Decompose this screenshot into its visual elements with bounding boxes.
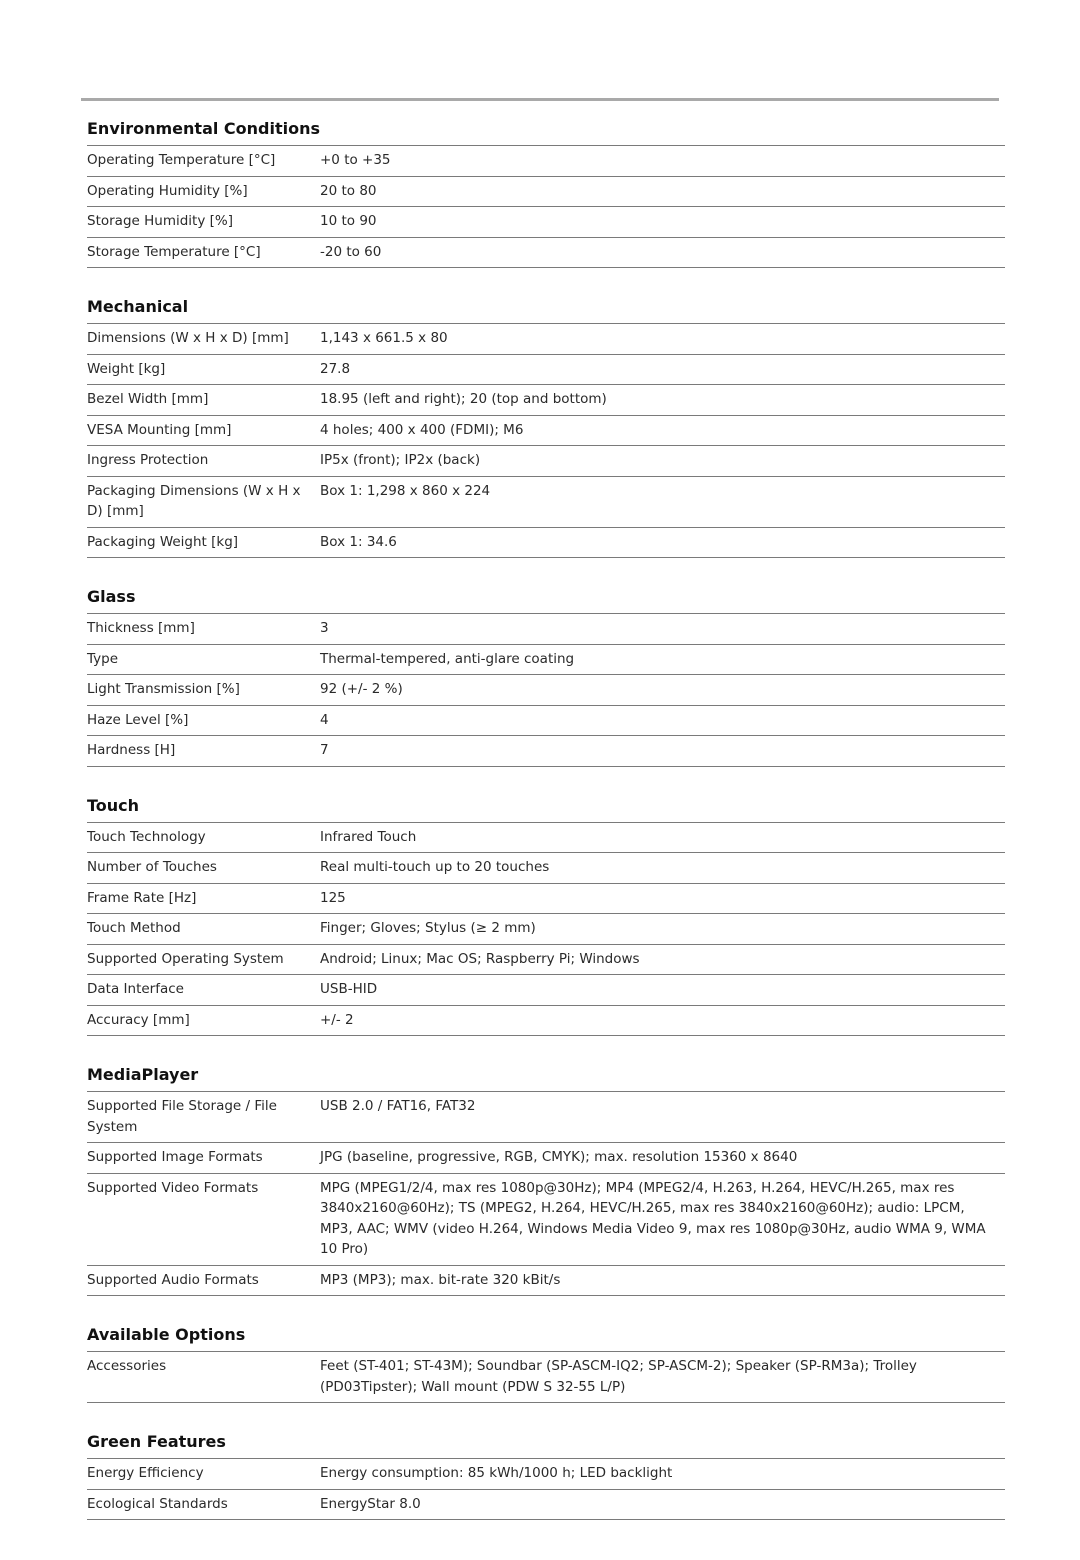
spec-row [87,385,1005,416]
section-available-options [87,1322,1005,1403]
spec-label: Thickness [mm] [87,620,195,636]
spec-label: Supported Image Formats [87,1149,263,1165]
section-title: Mechanical [87,294,1005,324]
spec-value: Energy consumption: 85 kWh/1000 h; LED backlight [320,1465,673,1481]
spec-value: +0 to +35 [320,152,391,168]
spec-row [87,853,1005,884]
spec-label: Ingress Protection [87,452,209,468]
spec-table [87,1092,1005,1296]
spec-row [87,945,1005,976]
spec-row [87,477,1005,528]
spec-row [87,207,1005,238]
spec-label: Hardness [H] [87,742,176,758]
spec-label: Storage Temperature [°C] [87,243,261,260]
spec-row [87,1092,1005,1143]
spec-value: MP3 (MP3); max. bit-rate 320 kBit/s [320,1271,561,1288]
section-title: MediaPlayer [87,1062,1005,1092]
section-title: Available Options [87,1322,1005,1352]
spec-row [87,823,1005,854]
spec-row [87,1174,1005,1266]
spec-label: Dimensions (W x H x D) [mm] [87,330,289,346]
section-environmental-conditions [87,116,1005,268]
spec-label: Storage Humidity [%] [87,213,233,229]
spec-value: MPG (MPEG1/2/4, max res 1080p@30Hz); MP4 (MPEG2/4, H.263, H.264, HEVC/H.265, max res 3840x2160@60Hz); TS (MPEG2, H.264, HEVC/H.265, max res 3840x2160@60Hz); audio: LPCM, MP3, AAC; WMV (video H.264, Windows Media Video 9, max res 1080p@30Hz, audio WMA 9, WMA 10 Pro) [320,1179,986,1257]
spec-row [87,528,1005,559]
spec-row [87,675,1005,706]
section-title: Glass [87,584,1005,614]
spec-label: Accessories [87,1358,167,1374]
spec-label: Supported Video Formats [87,1179,259,1196]
spec-value: USB 2.0 / FAT16, FAT32 [320,1098,476,1114]
spec-row [87,355,1005,386]
spec-value: 4 [320,711,329,728]
spec-label: Type [87,650,119,667]
spec-value: +/- 2 [320,1011,354,1028]
spec-row [87,446,1005,477]
spec-value: Feet (ST-401; ST-43M); Soundbar (SP-ASCM-IQ2; SP-ASCM-2); Speaker (SP-RM3a); Trolley (PD03Tipster); Wall mount (PDW S 32-55 L/P) [320,1358,917,1395]
spec-value: Real multi-touch up to 20 touches [320,859,550,875]
section-title: Touch [87,793,1005,823]
spec-row [87,975,1005,1006]
spec-table [87,324,1005,558]
spec-row [87,416,1005,447]
section-green-features [87,1429,1005,1520]
section-touch [87,793,1005,1037]
spec-label: Haze Level [%] [87,711,189,728]
spec-value: 18.95 (left and right); 20 (top and bottom) [320,391,607,407]
spec-row [87,324,1005,355]
spec-row [87,1490,1005,1521]
spec-row [87,1143,1005,1174]
spec-row [87,1352,1005,1403]
spec-value: 1,143 x 661.5 x 80 [320,330,448,346]
spec-value: Box 1: 1,298 x 860 x 224 [320,482,491,499]
spec-row [87,884,1005,915]
spec-value: Finger; Gloves; Stylus (≥ 2 mm) [320,920,536,936]
section-mechanical [87,294,1005,558]
spec-row [87,177,1005,208]
spec-value: Infrared Touch [320,828,417,845]
spec-value: Thermal-tempered, anti-glare coating [320,650,575,667]
spec-label: Operating Humidity [%] [87,182,248,199]
spec-label: Frame Rate [Hz] [87,889,197,906]
spec-label: VESA Mounting [mm] [87,421,232,438]
spec-value: IP5x (front); IP2x (back) [320,452,481,468]
spec-label: Supported File Storage / File System [87,1098,277,1135]
section-glass [87,584,1005,767]
spec-row [87,1006,1005,1037]
spec-table [87,1459,1005,1520]
spec-value: 125 [320,889,346,906]
spec-value: 4 holes; 400 x 400 (FDMI); M6 [320,421,524,438]
spec-value: 3 [320,620,329,636]
spec-label: Packaging Dimensions (W x H x D) [mm] [87,482,301,519]
spec-row [87,706,1005,737]
spec-value: Box 1: 34.6 [320,533,397,550]
spec-label: Number of Touches [87,859,217,875]
spec-label: Supported Operating System [87,950,284,967]
spec-sheet [87,116,1005,1546]
spec-table [87,823,1005,1037]
spec-value: 20 to 80 [320,182,377,199]
spec-label: Touch Technology [87,828,206,845]
spec-table [87,1352,1005,1403]
spec-row [87,914,1005,945]
spec-label: Light Transmission [%] [87,681,240,697]
spec-value: 10 to 90 [320,213,377,229]
spec-label: Packaging Weight [kg] [87,533,239,550]
top-divider [81,98,999,101]
spec-table [87,146,1005,268]
spec-label: Supported Audio Formats [87,1271,259,1288]
spec-label: Accuracy [mm] [87,1011,190,1028]
spec-row [87,238,1005,269]
spec-label: Touch Method [87,920,181,936]
spec-value: USB-HID [320,981,378,997]
spec-value: JPG (baseline, progressive, RGB, CMYK); max. resolution 15360 x 8640 [320,1149,798,1165]
spec-label: Ecological Standards [87,1495,228,1512]
spec-value: EnergyStar 8.0 [320,1495,421,1512]
spec-label: Operating Temperature [°C] [87,152,276,168]
section-title: Environmental Conditions [87,116,1005,146]
spec-row [87,645,1005,676]
spec-label: Data Interface [87,981,184,997]
spec-value: 27.8 [320,360,351,377]
spec-table [87,614,1005,767]
spec-label: Energy Efficiency [87,1465,204,1481]
spec-label: Weight [kg] [87,360,166,377]
spec-value: -20 to 60 [320,243,382,260]
spec-value: 7 [320,742,329,758]
spec-row [87,1266,1005,1297]
spec-row [87,614,1005,645]
spec-row [87,1459,1005,1490]
spec-label: Bezel Width [mm] [87,391,209,407]
spec-value: Android; Linux; Mac OS; Raspberry Pi; Windows [320,950,640,967]
section-mediaplayer [87,1062,1005,1296]
spec-row [87,736,1005,767]
section-title: Green Features [87,1429,1005,1459]
spec-value: 92 (+/- 2 %) [320,681,403,697]
spec-row [87,146,1005,177]
